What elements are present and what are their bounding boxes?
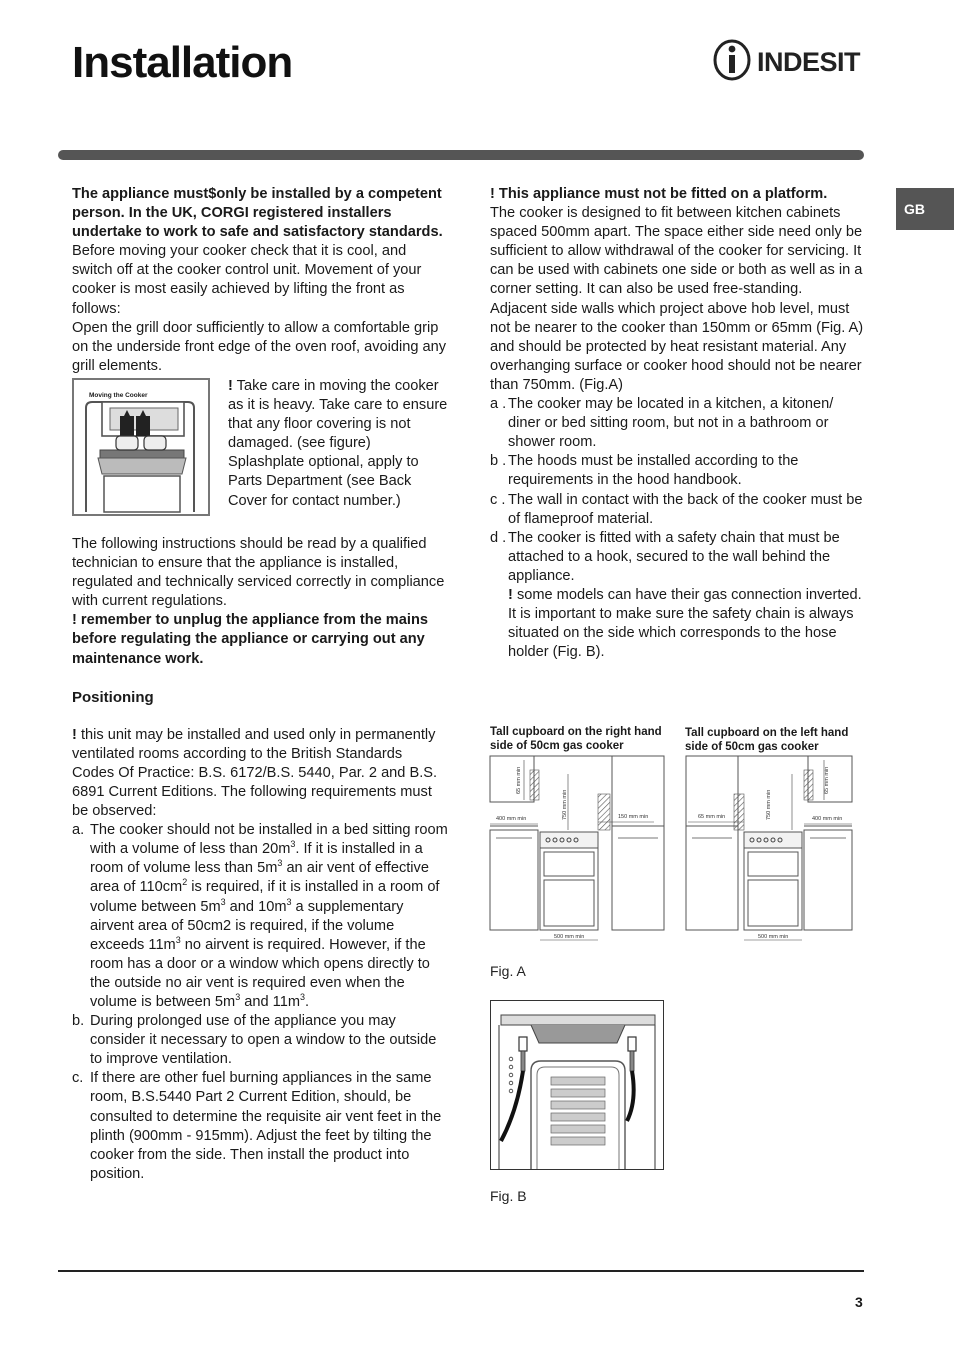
right-item-c <box>490 491 866 529</box>
vent-mark: ! <box>72 726 77 743</box>
fig-a-right-dim-750: 750 mm min <box>766 789 772 820</box>
right-item-c-key: c . <box>490 491 506 508</box>
moving-cooker-figure <box>72 378 210 516</box>
note-mark: ! <box>508 586 513 603</box>
fig-a-right-dim-65: 65 mm min <box>824 766 830 794</box>
language-tab: GB <box>896 188 954 230</box>
care-text: Take care in moving the cooker as it is heavy. Take care to ensure that any floor covering is not damaged. (see figure) <box>228 377 448 452</box>
hose-holder-note <box>490 586 866 662</box>
ventilation-paragraph <box>72 726 448 821</box>
page-title: Installation <box>72 38 293 87</box>
header-divider <box>58 150 864 160</box>
indesit-logo <box>712 38 872 82</box>
note-text: some models can have their gas connection inverted. It is important to make sure the safety chain is always situated on the side which corresponds to the hose holder (Fig. B). <box>508 586 862 661</box>
fig-a-left-diagram <box>488 754 666 942</box>
care-mark: ! <box>228 377 233 394</box>
moving-figure-text <box>210 377 448 516</box>
fig-a-right-diagram <box>684 754 856 942</box>
right-item-b <box>490 452 866 490</box>
item-b-key: b. <box>72 1013 85 1030</box>
splashplate-note: Splashplate optional, apply to Parts Department (see Back Cover for contact number.) <box>228 454 419 509</box>
vent-text: this unit may be installed and used only in permanently ventilated rooms according to the British Standards Codes Of Practice: B.S. 6172/B.S. 5440, Par. 2 and B.S. 6891 Current Editions. The following requirements must be observed: <box>72 726 438 820</box>
cabinet-paragraph: The cooker is designed to fit between kitchen cabinets spaced 500mm apart. The space either side need only be sufficient to allow withdrawal of the cooker for servicing. It can be used with cabinets one side or both as well as in a corner setting. It can also be used free-standing. <box>490 205 863 298</box>
fig-a-left-dim-150: 150 mm min <box>618 814 649 820</box>
moving-figure-label: Moving the Cooker <box>89 391 148 399</box>
positioning-item-a <box>72 821 448 1012</box>
item-b-text: During prolonged use of the appliance you may consider it necessary to open a window to the outside to improve ventilation. <box>90 1013 437 1068</box>
page-number: 3 <box>855 1294 863 1310</box>
footer-divider <box>58 1270 864 1272</box>
right-item-a-key: a . <box>490 396 507 413</box>
intro-paragraph-2: Open the grill door sufficiently to allow a comfortable grip on the underside front edge of the oven roof, avoiding any grill elements. <box>72 319 447 374</box>
item-a-text: The cooker should not be installed in a bed sitting room with a volume of less than $20m^3$. If it is installed in a room of volume less than $5m^3$ an air vent of effective area of $110cm^2$ is required, if it is installed in a room of volume between $5m^3$ and $10m^3$ a supplementary airvent area of 50cm2 is required, if the volume exceeds $11m^3$ no airvent is required. However, if the room has a door or a window which opens directly to the outside no air vent is required even when the volume is between $5m^3$ and $11m^3$. <box>90 822 448 1010</box>
positioning-item-c <box>72 1069 448 1184</box>
fig-b-figure <box>490 1000 664 1170</box>
right-item-d-key: d . <box>490 529 507 546</box>
platform-warning: ! This appliance must not be fitted on a platform. <box>490 186 828 202</box>
fig-a-right-dim-65-horizontal: 65 mm min <box>698 814 726 820</box>
intro-bold: The appliance must$only be installed by a competent person. In the UK, CORGI registered installers undertake to work to safe and satisfactory standards. <box>72 186 443 241</box>
fig-a-left-dim-65: 65 mm min <box>516 766 522 794</box>
technician-paragraph: The following instructions should be read by a qualified technician to ensure that the appliance is installed, regulated and technically serviced correctly in compliance with current regulations. <box>72 535 445 610</box>
brand-name: INDESIT <box>757 47 861 77</box>
fig-a-left-dim-400: 400 mm min <box>496 816 527 822</box>
item-c-text: If there are other fuel burning appliances in the same room, B.S.5440 Part 2 Current Edition, should, be consulted to determine the requisite air vent feet in the plinth (900mm - 915mm). Adjust the feet by tilting the cooker from the side. Then install the product into position. <box>90 1070 442 1182</box>
moving-figure-row <box>72 377 448 516</box>
fig-b-hose-illustration <box>491 1001 663 1169</box>
left-column <box>72 185 448 1184</box>
fig-a-left-dim-500: 500 mm min <box>554 934 585 940</box>
fig-a-left-title: Tall cupboard on the right hand side of 50cm gas cooker <box>490 726 662 752</box>
item-a-key: a. <box>72 822 85 839</box>
positioning-heading: Positioning <box>72 688 154 706</box>
right-item-b-key: b . <box>490 453 507 470</box>
right-item-c-text: The wall in contact with the back of the cooker must be of flameproof material. <box>508 491 863 527</box>
fig-a-right-dim-500: 500 mm min <box>758 934 789 940</box>
side-walls-paragraph: Adjacent side walls which project above hob level, must not be nearer to the cooker than 150mm or 65mm (Fig. A) and should be protected by heat resistant material. Any overhanging surface or cooker hood should not be nearer than 750mm. (Fig.A) <box>490 300 864 393</box>
moving-cooker-illustration <box>74 380 208 514</box>
right-item-a <box>490 395 866 452</box>
fig-a-left-dim-750: 750 mm min <box>562 789 568 820</box>
right-column <box>490 185 866 662</box>
fig-a-right-title: Tall cupboard on the left hand side of 50cm gas cooker <box>685 727 849 753</box>
right-item-b-text: The hoods must be installed according to the requirements in the hood handbook. <box>508 453 799 489</box>
right-item-d-text: The cooker is fitted with a safety chain that must be attached to a hook, secured to the wall behind the appliance. <box>508 529 840 584</box>
unplug-warning: ! remember to unplug the appliance from the mains before regulating the appliance or carrying out any maintenance work. <box>72 612 428 667</box>
care-note <box>228 377 448 453</box>
right-item-a-text: The cooker may be located in a kitchen, a kitonen/ diner or bed sitting room, but not in a bathroom or shower room. <box>508 396 834 451</box>
item-c-key: c. <box>72 1070 84 1087</box>
fig-a-right-dim-400: 400 mm min <box>812 816 843 822</box>
right-item-d <box>490 529 866 586</box>
fig-b-caption: Fig. B <box>490 1188 527 1204</box>
positioning-item-b <box>72 1012 448 1069</box>
fig-a-caption: Fig. A <box>490 963 526 979</box>
intro-paragraph-1: Before moving your cooker check that it is cool, and switch off at the cooker control unit. Movement of your cooker is most easily achieved by lifting the front as follows: <box>72 243 422 317</box>
indesit-logo-icon <box>712 38 872 82</box>
